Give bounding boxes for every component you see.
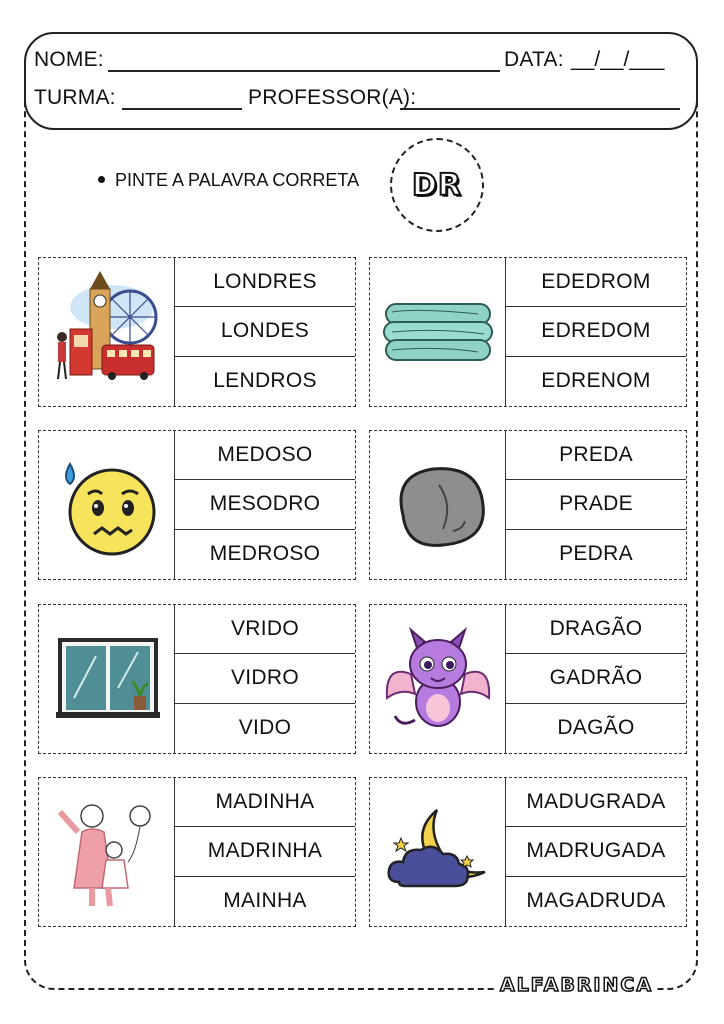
worksheet-header	[24, 32, 698, 130]
duvet-icon	[370, 258, 506, 406]
option-2[interactable]: GADRÃO	[506, 654, 686, 703]
options-window	[175, 605, 355, 753]
option-1[interactable]: LONDRES	[175, 258, 355, 307]
options-stone	[506, 431, 686, 579]
exercise-stone	[369, 430, 687, 580]
option-1[interactable]: DRAGÃO	[506, 605, 686, 654]
dragon-icon	[370, 605, 506, 753]
options-dragon	[506, 605, 686, 753]
option-1[interactable]: MADUGRADA	[506, 778, 686, 827]
london-icon	[39, 258, 175, 406]
option-2[interactable]: VIDRO	[175, 654, 355, 703]
option-1[interactable]: VRIDO	[175, 605, 355, 654]
option-3[interactable]: MAGADRUDA	[526, 889, 666, 913]
stone-icon	[370, 431, 506, 579]
option-2[interactable]: MADRUGADA	[506, 827, 686, 876]
teacher-label: PROFESSOR(A):	[248, 86, 417, 109]
syllable-badge	[390, 138, 484, 232]
bullet-icon	[98, 176, 105, 183]
option-1[interactable]: MADINHA	[175, 778, 355, 827]
option-1[interactable]: MEDOSO	[175, 431, 355, 480]
option-3[interactable]: MEDROSO	[209, 542, 321, 566]
scared-face-icon	[39, 431, 175, 579]
options-duvet	[506, 258, 686, 406]
option-3[interactable]: MAINHA	[223, 889, 307, 913]
exercise-godmother	[38, 777, 356, 927]
option-3[interactable]: LENDROS	[213, 369, 317, 393]
window-icon	[39, 605, 175, 753]
exercise-london	[38, 257, 356, 407]
instruction	[98, 170, 359, 191]
exercise-dragon	[369, 604, 687, 754]
option-2[interactable]: PRADE	[506, 480, 686, 529]
option-3[interactable]: VIDO	[238, 716, 292, 740]
option-2[interactable]: LONDES	[175, 307, 355, 356]
brand-logo: ALFABRINCA	[496, 974, 657, 996]
exercise-scared	[38, 430, 356, 580]
name-field[interactable]	[108, 70, 500, 72]
option-3[interactable]: PEDRA	[559, 542, 633, 566]
options-scared	[175, 431, 355, 579]
exercise-window	[38, 604, 356, 754]
name-label: NOME:	[34, 48, 104, 71]
moon-cloud-icon	[370, 778, 506, 926]
option-2[interactable]: EDREDOM	[506, 307, 686, 356]
options-dawn	[506, 778, 686, 926]
option-1[interactable]: PREDA	[506, 431, 686, 480]
option-2[interactable]: MESODRO	[175, 480, 355, 529]
godmother-icon	[39, 778, 175, 926]
options-london	[175, 258, 355, 406]
option-3[interactable]: DAGÃO	[557, 716, 635, 740]
option-3[interactable]: EDRENOM	[541, 369, 651, 393]
date-field[interactable]: __/__/___	[571, 48, 665, 71]
exercise-duvet	[369, 257, 687, 407]
options-godmother	[175, 778, 355, 926]
teacher-field[interactable]	[400, 108, 680, 110]
class-field[interactable]	[122, 108, 242, 110]
exercise-dawn	[369, 777, 687, 927]
syllable-text: DR	[411, 167, 462, 203]
instruction-text: PINTE A PALAVRA CORRETA	[115, 170, 360, 190]
option-1[interactable]: EDEDROM	[506, 258, 686, 307]
date-label: DATA:	[504, 48, 564, 71]
class-label: TURMA:	[34, 86, 116, 109]
option-2[interactable]: MADRINHA	[175, 827, 355, 876]
